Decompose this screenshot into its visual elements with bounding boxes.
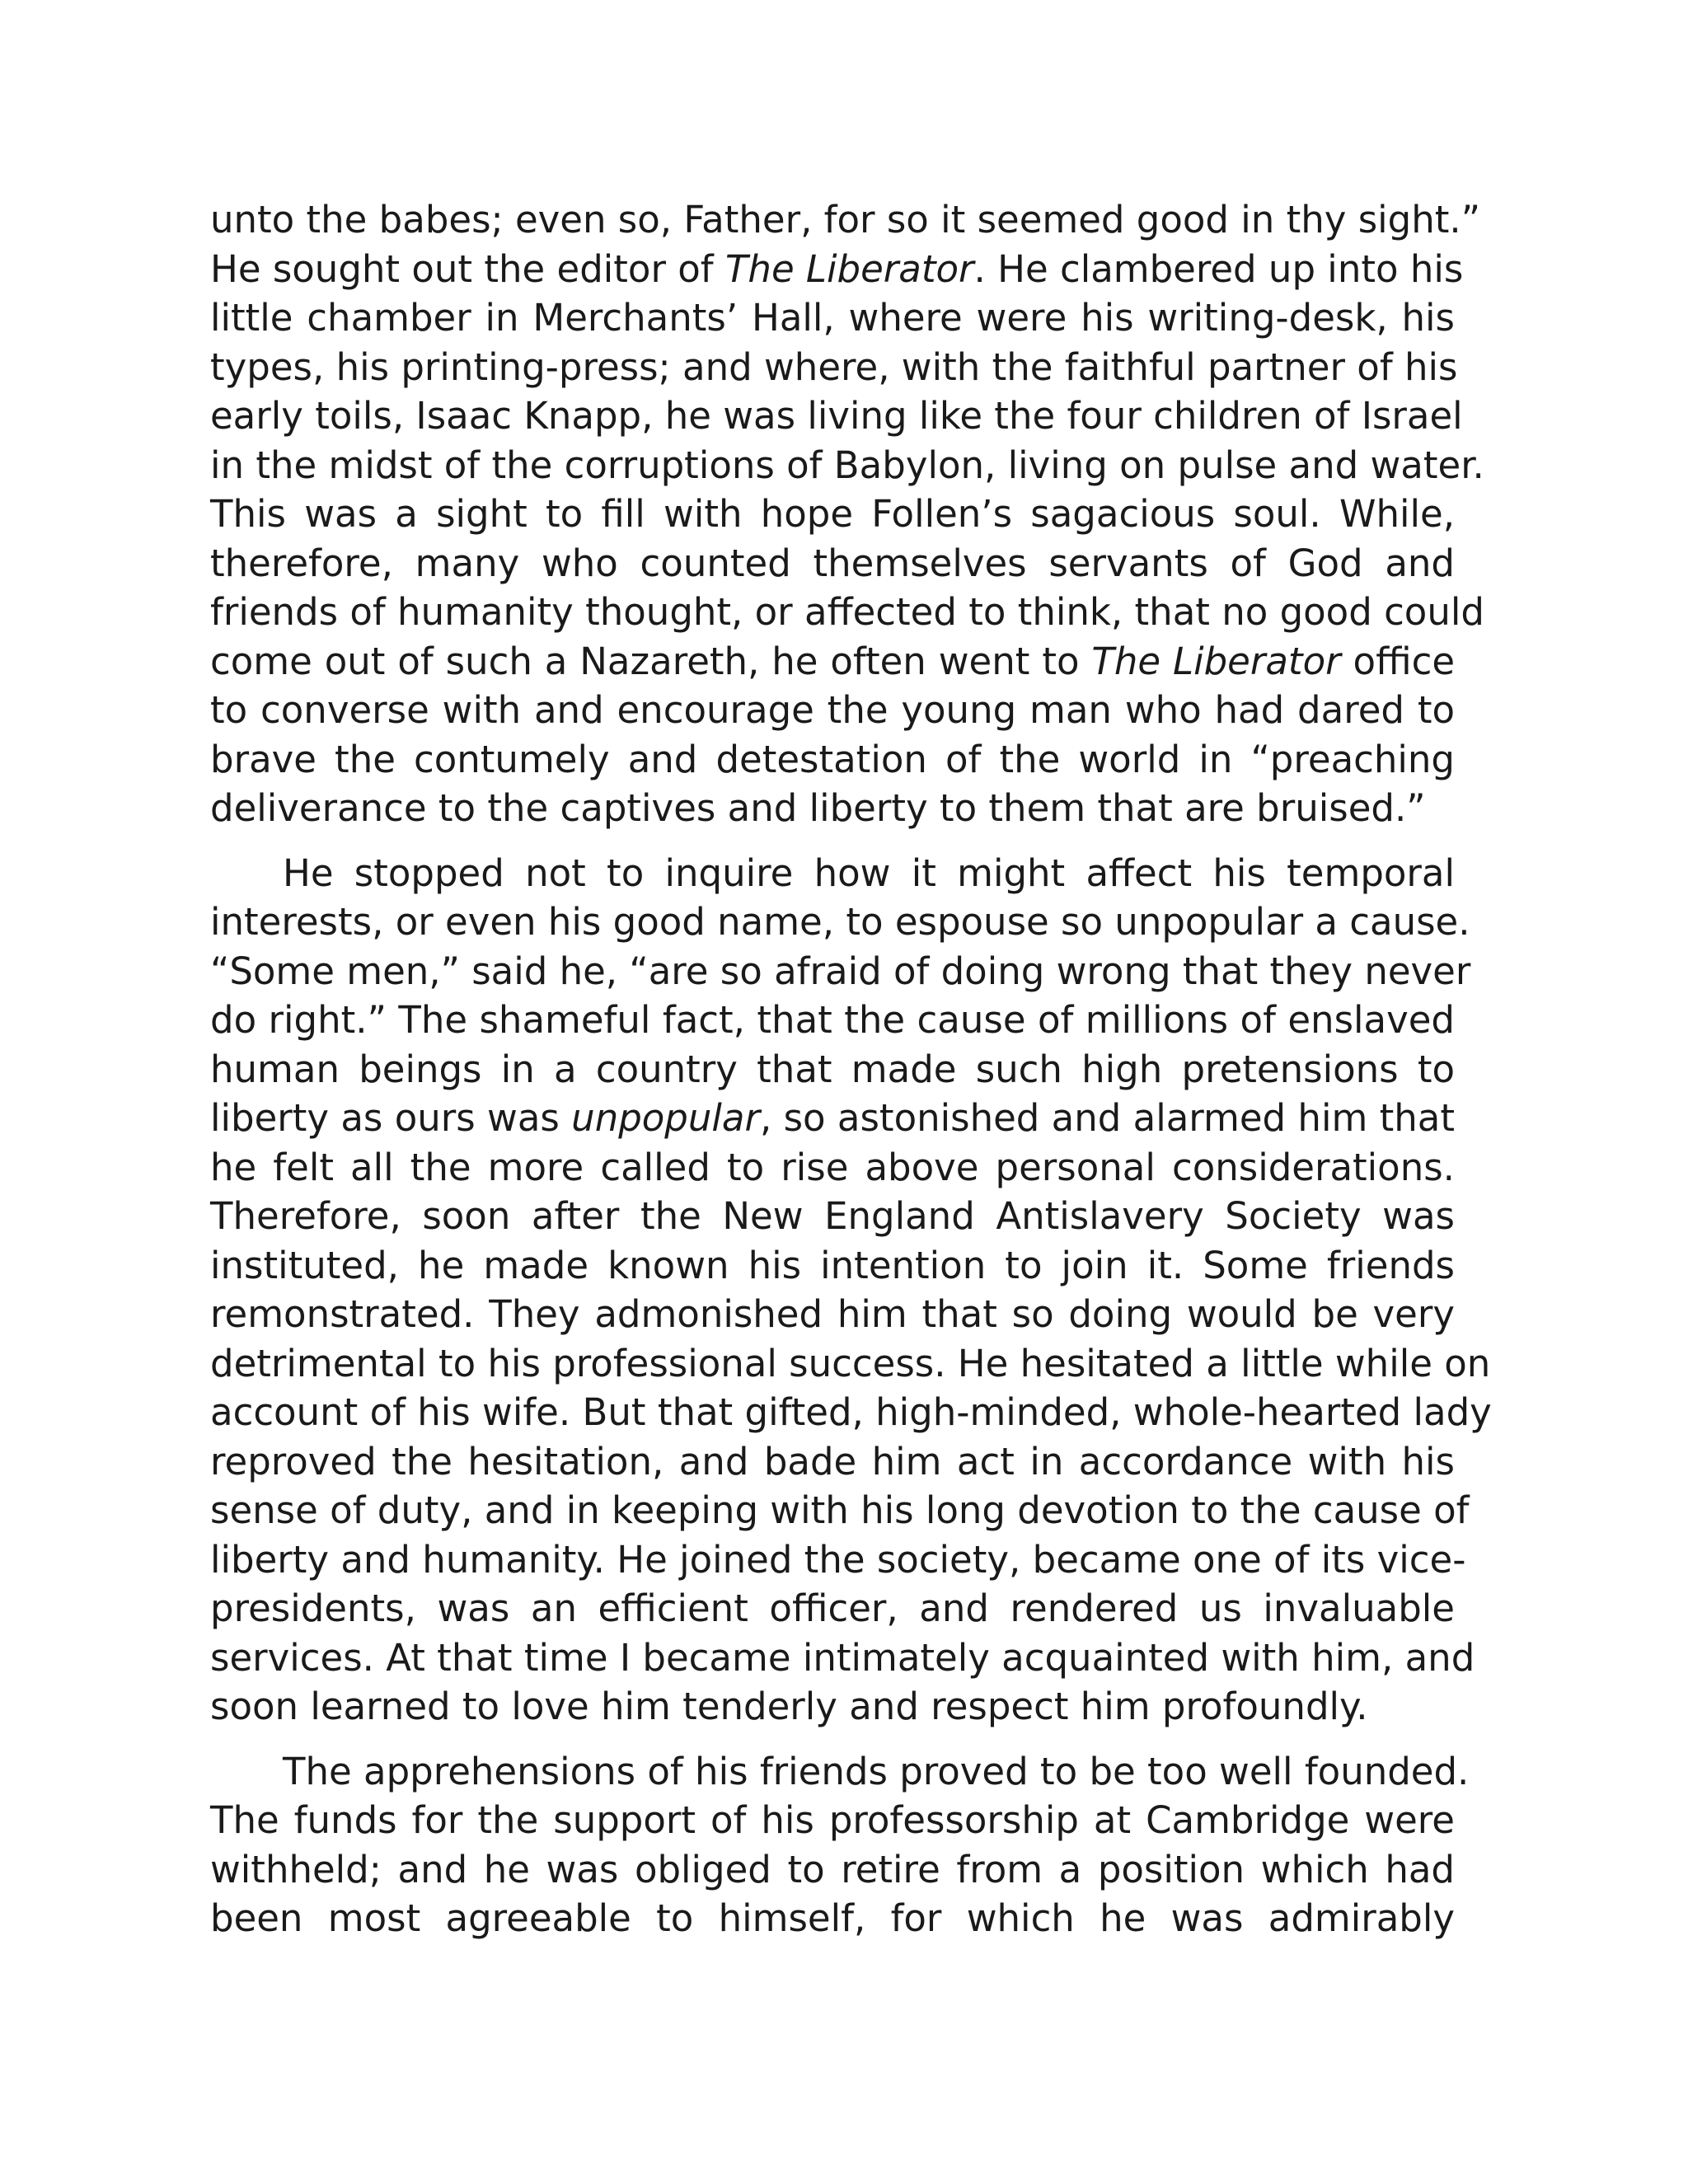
- text-line: [210, 195, 1481, 245]
- italic-text: unpopular: [571, 1096, 760, 1140]
- text-run: Therefore, soon after the New England Antislavery Society was: [210, 1194, 1455, 1238]
- text-line: [210, 391, 1463, 441]
- text-run: liberty and humanity. He joined the society, became one of its vice-: [210, 1537, 1466, 1582]
- text-run: services. At that time I became intimately acquainted with him, and: [210, 1635, 1475, 1680]
- text-run: unto the babes; even so, Father, for so it seemed good in thy sight.”: [210, 198, 1481, 241]
- text-run: come out of such a Nazareth, he often went to: [210, 639, 1092, 683]
- text-run: he felt all the more called to rise above personal considerations.: [210, 1145, 1455, 1189]
- text-run: instituted, he made known his intention to join it. Some friends: [210, 1243, 1455, 1287]
- text-run: The funds for the support of his professorship at Cambridge were: [210, 1798, 1455, 1842]
- text-run: account of his wife. But that gifted, high-minded, whole-hearted lady: [210, 1390, 1492, 1434]
- text-run: . He clambered up into his: [973, 246, 1464, 291]
- text-line: [210, 1094, 1455, 1143]
- text-line: [210, 539, 1455, 588]
- paragraph: [210, 1747, 1470, 1943]
- text-line: [210, 490, 1455, 539]
- paragraph: [210, 849, 1492, 1732]
- paragraph: [210, 195, 1484, 833]
- text-line: [210, 1584, 1455, 1633]
- text-line: [210, 1241, 1455, 1291]
- text-line: [210, 996, 1455, 1045]
- text-run: He stopped not to inquire how it might affect his temporal: [283, 851, 1455, 895]
- text-run: do right.” The shameful fact, that the cause of millions of enslaved: [210, 998, 1455, 1042]
- text-line: [210, 1894, 1455, 1943]
- text-line: [210, 947, 1471, 996]
- text-run: early toils, Isaac Knapp, he was living like the four children of Israel: [210, 394, 1463, 438]
- text-line: [210, 1486, 1470, 1535]
- text-run: brave the contumely and detestation of the world in “preaching: [210, 737, 1455, 781]
- text-line: [210, 245, 1464, 294]
- text-run: therefore, many who counted themselves servants of God and: [210, 541, 1455, 585]
- text-line: [210, 343, 1458, 392]
- text-line: [210, 784, 1455, 833]
- text-line: [210, 441, 1484, 490]
- text-line: [210, 1290, 1455, 1339]
- text-line: [210, 1845, 1455, 1895]
- text-line: [210, 1339, 1491, 1389]
- text-line: [210, 1045, 1455, 1094]
- text-run: friends of humanity thought, or affected to think, that no good could: [210, 590, 1484, 634]
- text-run: This was a sight to fill with hope Follen’s sagacious soul. While,: [210, 492, 1455, 536]
- body-text: [210, 195, 1492, 1959]
- text-run: , so astonished and alarmed him that: [759, 1096, 1455, 1140]
- text-line: [210, 1633, 1475, 1683]
- text-run: in the midst of the corruptions of Babylon, living on pulse and water.: [210, 443, 1484, 487]
- text-line: [210, 588, 1484, 637]
- text-line: [210, 1682, 1455, 1732]
- text-line: [210, 637, 1455, 687]
- text-run: types, his printing-press; and where, with the faithful partner of his: [210, 344, 1458, 389]
- italic-text: The Liberator: [1091, 639, 1341, 683]
- text-line: [210, 1388, 1492, 1437]
- text-line: [210, 293, 1455, 343]
- text-run: liberty as ours was: [210, 1096, 572, 1140]
- text-run: withheld; and he was obliged to retire from a position which had: [210, 1847, 1455, 1891]
- text-line: [210, 1535, 1466, 1585]
- text-run: interests, or even his good name, to espouse so unpopular a cause.: [210, 900, 1470, 944]
- text-run: remonstrated. They admonished him that so doing would be very: [210, 1292, 1455, 1336]
- text-run: The apprehensions of his friends proved to be too well founded.: [283, 1749, 1470, 1793]
- text-run: little chamber in Merchants’ Hall, where were his writing-desk, his: [210, 296, 1455, 340]
- text-line: [210, 1143, 1455, 1193]
- text-line: [210, 686, 1455, 735]
- text-run: reproved the hesitation, and bade him act in accordance with his: [210, 1439, 1455, 1483]
- text-run: to converse with and encourage the young man who had dared to: [210, 688, 1455, 732]
- text-run: detrimental to his professional success. He hesitated a little while on: [210, 1341, 1491, 1385]
- text-run: office: [1340, 639, 1456, 683]
- text-line: [210, 849, 1455, 898]
- text-run: presidents, was an efficient officer, and rendered us invaluable: [210, 1586, 1455, 1630]
- text-run: been most agreeable to himself, for which he was admirably: [210, 1896, 1455, 1940]
- text-run: deliverance to the captives and liberty to them that are bruised.”: [210, 786, 1426, 830]
- text-line: [210, 898, 1470, 947]
- text-run: human beings in a country that made such high pretensions to: [210, 1047, 1455, 1091]
- text-line: [210, 1437, 1455, 1487]
- text-line: [210, 735, 1455, 785]
- text-line: [210, 1747, 1470, 1797]
- text-run: soon learned to love him tenderly and respect him profoundly.: [210, 1685, 1368, 1728]
- text-run: He sought out the editor of: [210, 246, 725, 291]
- text-run: “Some men,” said he, “are so afraid of doing wrong that they never: [210, 949, 1471, 993]
- text-line: [210, 1796, 1455, 1845]
- text-line: [210, 1192, 1455, 1241]
- italic-text: The Liberator: [724, 246, 974, 291]
- text-run: sense of duty, and in keeping with his long devotion to the cause of: [210, 1488, 1470, 1532]
